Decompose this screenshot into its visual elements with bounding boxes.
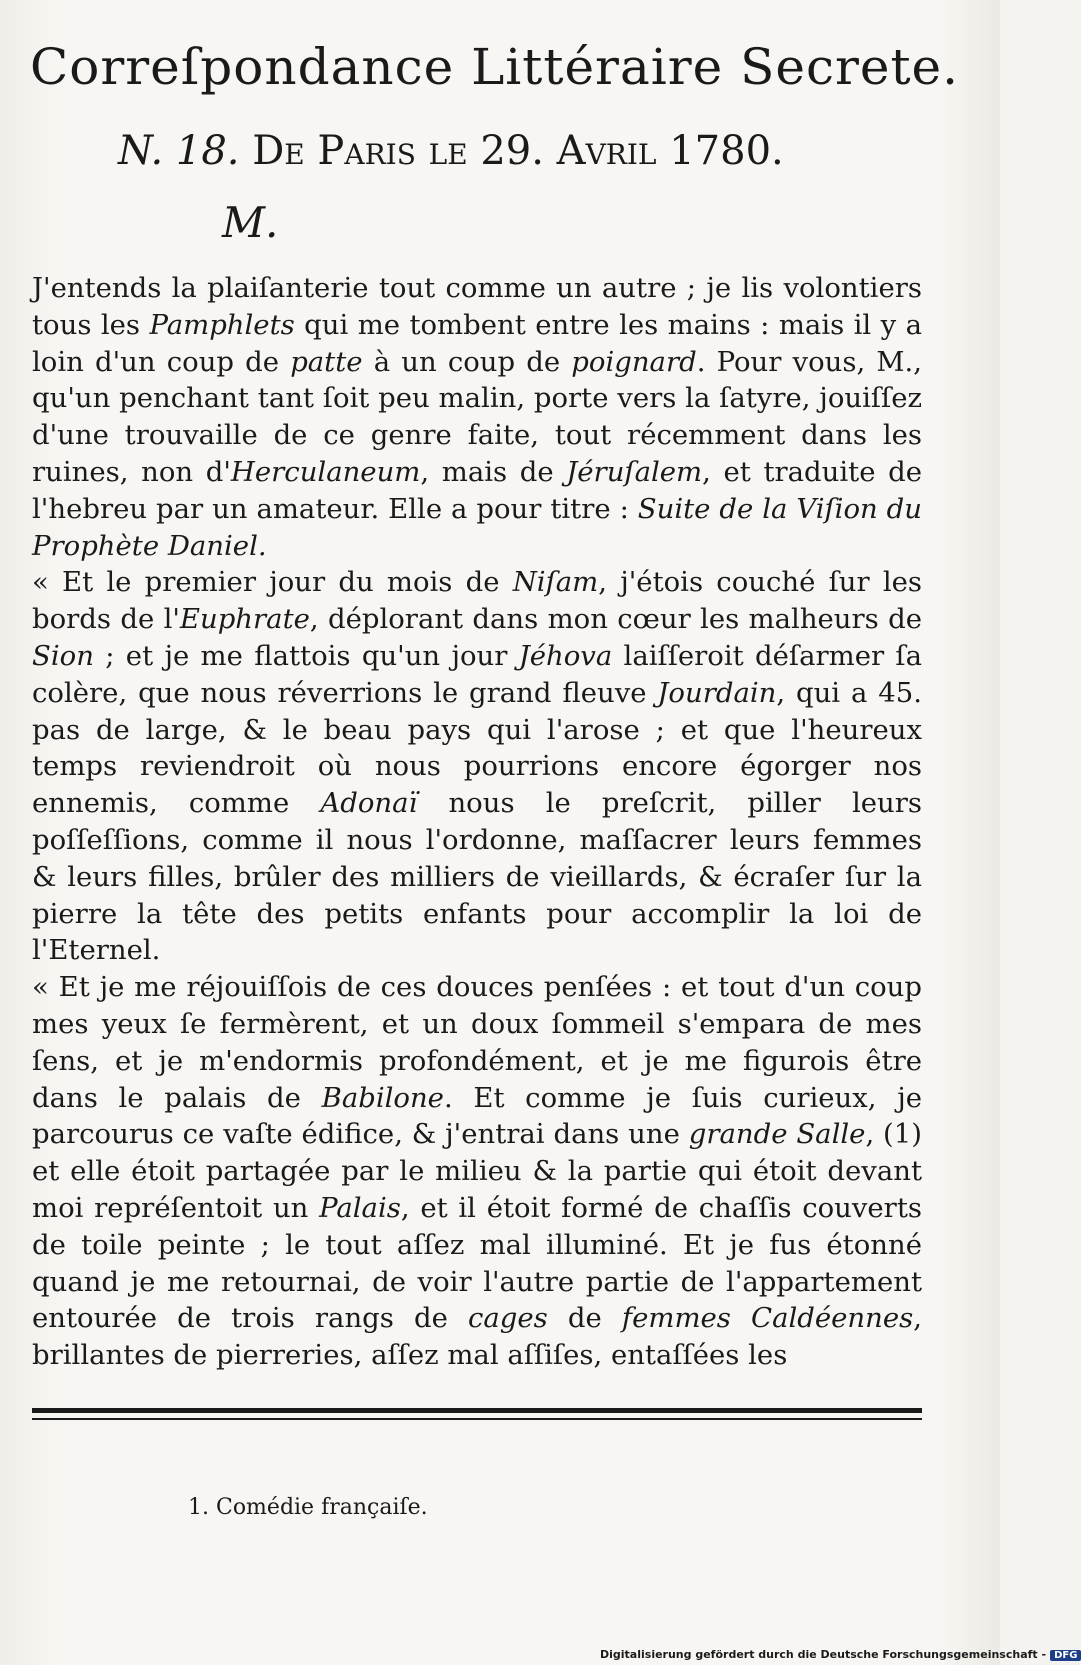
body-paragraph bbox=[32, 564, 922, 969]
italic-text: Suite de la Viſion du Prophète Daniel. bbox=[32, 492, 922, 562]
italic-text: Herculaneum bbox=[230, 455, 421, 488]
salutation: M. bbox=[222, 198, 279, 247]
paragraph-text: , (1) et elle étoit partagée par le milieu & la partie qui étoit devant moi repréſentoit un bbox=[32, 1118, 923, 1224]
issue-number: N. 18. bbox=[118, 128, 240, 174]
paragraph-text: « Et je me réjouiſſois de ces douces penſées : et tout d'un coup mes yeux ſe fermèrent, et un doux ſommeil s'empara de mes ſens, et je m'endormis profondément, et je me figurois être dans le palais de bbox=[32, 971, 922, 1114]
italic-text: Jéhova bbox=[518, 639, 613, 672]
body-paragraph bbox=[32, 969, 922, 1374]
paragraph-text: . Pour vous, M., qu'un penchant tant ſoit peu malin, porte vers la ſatyre, jouiſſez d'une trouvaille de ce genre faite, tout récemment dans les ruines, non d' bbox=[32, 345, 922, 488]
italic-text: Pamphlets bbox=[149, 308, 295, 341]
credit-text: Digitalisierung gefördert durch die Deutsche Forschungsgemeinschaft - bbox=[600, 1648, 1047, 1661]
italic-text: Jourdain bbox=[657, 676, 777, 709]
paragraph-text: laiſſeroit déſarmer ſa colère, que nous réverrions le grand fleuve bbox=[32, 639, 922, 709]
issue-date: De Paris le 29. Avril 1780. bbox=[252, 128, 784, 174]
italic-text: Babilone bbox=[321, 1081, 444, 1114]
body-paragraph bbox=[32, 270, 922, 564]
paragraph-text: à un coup de bbox=[362, 345, 572, 378]
paragraph-text: , brillantes de pierreries, aſſez mal aſſiſes, entaſſées les bbox=[32, 1302, 922, 1372]
paragraph-text: « Et le premier jour du mois de bbox=[32, 566, 513, 599]
italic-text: poignard bbox=[571, 345, 697, 378]
footnote-rule bbox=[32, 1408, 922, 1413]
body-text bbox=[32, 270, 922, 1374]
footnote: 1. Comédie françaiſe. bbox=[188, 1495, 428, 1520]
italic-text: Niſam bbox=[512, 566, 599, 599]
italic-text: patte bbox=[290, 345, 363, 378]
paragraph-text: ; et je me flattois qu'un jour bbox=[93, 639, 519, 672]
paragraph-text: . Et comme je ſuis curieux, je parcourus ce vaſte édifice, & j'entrai dans une bbox=[32, 1081, 922, 1151]
paragraph-text: , déplorant dans mon cœur les malheurs de bbox=[309, 603, 922, 636]
masthead-title: Correſpondance Littéraire Secrete. bbox=[30, 38, 960, 96]
paragraph-text: nous le preſcrit, piller leurs poſſeſſions, comme il nous l'ordonne, maſſacrer leurs femmes & leurs filles, brûler des milliers de vieillards, & écraſer ſur la pierre la tête des petits enfants pour accomplir la loi de l'Eternel. bbox=[32, 787, 922, 967]
italic-text: Adonaï bbox=[320, 787, 418, 820]
digitization-credit bbox=[600, 1648, 1078, 1665]
italic-text: Palais bbox=[319, 1191, 401, 1224]
paragraph-text: qui me tombent entre les mains : mais il y a loin d'un coup de bbox=[32, 308, 922, 378]
italic-text: Euphrate bbox=[179, 603, 310, 636]
paragraph-text: , et traduite de l'hebreu par un amateur. Elle a pour titre : bbox=[32, 455, 922, 525]
paragraph-text: , mais de bbox=[420, 455, 567, 488]
paragraph-text: , qui a 45. pas de large, & le beau pays qui l'arose ; et que l'heureux temps reviendroit où nous pourrions encore égorger nos ennemis, comme bbox=[32, 676, 922, 820]
paragraph-text: , j'étois couché ſur les bords de l' bbox=[32, 566, 922, 636]
paragraph-text: de bbox=[547, 1302, 622, 1335]
italic-text: femmes Caldéennes bbox=[621, 1302, 914, 1335]
italic-text: grande Salle bbox=[688, 1118, 866, 1151]
dateline bbox=[118, 128, 938, 174]
italic-text: Jéruſalem bbox=[566, 455, 703, 488]
paragraph-text: , et il étoit formé de chaſſis couverts de toile peinte ; le tout aſſez mal illuminé. Et je fus étonné quand je me retournai, de voir l'autre partie de l'appartement entourée de trois rangs de bbox=[32, 1191, 922, 1335]
italic-text: Sion bbox=[32, 639, 94, 672]
footnote-rule-thin bbox=[32, 1418, 922, 1420]
italic-text: cages bbox=[468, 1302, 548, 1335]
dfg-logo: DFG bbox=[1050, 1650, 1081, 1661]
paragraph-text: J'entends la plaiſanterie tout comme un autre ; je lis volontiers tous les bbox=[32, 272, 922, 341]
